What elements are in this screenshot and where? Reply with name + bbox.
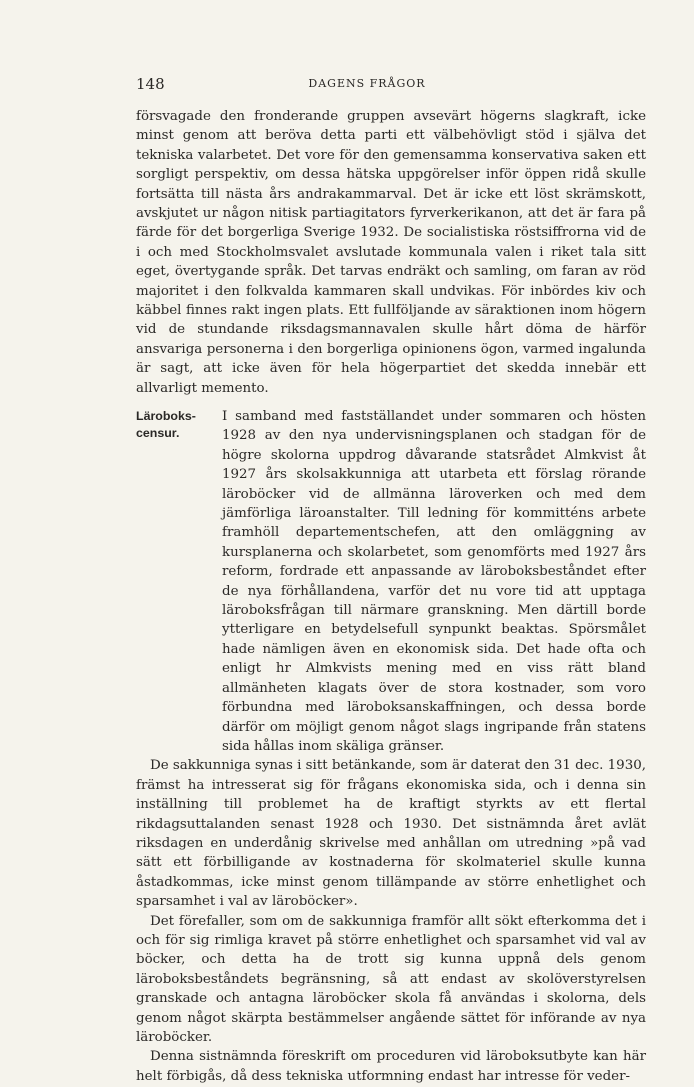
margin-heading-line-1: Läroboks- [136,409,196,423]
section-paragraph-3: Det förefaller, som om de sakkunniga framför allt sökt efterkomma det i och för sig rimliga kravet på större enhetlighet och sparsamhet vid val av böcker, och detta ha de trott sig kunna uppnå dels genom läroboksbeståndets begränsning, så att endast av skolöverstyrelsen granskade och antagna läroböcker skola få användas i skolorna, dels genom något skärpta bestämmelser angående sättet för införande av nya läroböcker. [136,913,646,1045]
section-paragraph-4: Denna sistnämnda föreskrift om proceduren vid läroboksutbyte kan här helt förbigås, då dess tekniska utformning endast har intresse för veder- [136,1049,646,1084]
section-paragraph-1: I samband med fastställandet under sommaren och hösten 1928 av den nya undervisningsplanen och stadgan för de högre skolorna uppdrog dåvarande statsrådet Almkvist åt 1927 års skolsakkunniga att utarbeta ett förslag rörande läroböcker vid de allmänna läroverken och med dem jämförliga läroanstalter. Till ledning för kommitténs arbete framhöll departementschefen, att den omläggning av kursplanerna och skolarbetet, som genomförts med 1927 års reform, fordrade ett anpassande av läroboksbeståndet efter de nya förhållandena, varför det nu vore tid att upptaga läroboksfrågan till närmare granskning. Men därtill borde ytterligare en betydelsefull synpunkt beaktas. Spörsmålet hade nämligen även en ekonomisk sida. Det hade ofta och enligt hr Almkvists mening med en viss rätt bland allmänheten klagats över de stora kostnader, som voro förbundna med läroboksanskaffningen, och dessa borde därför om möjligt genom något slags ingripande från statens sida hållas inom skäliga gränser. [222,409,646,754]
running-title: DAGENS FRÅGOR [308,77,426,90]
page-number: 148 [136,75,165,93]
body-paragraph: försvagade den fronderande gruppen avsevärt högerns slagkraft, icke minst genom att beröva detta parti ett välbehövligt stöd i själva det tekniska valarbetet. Det vore för den gemensamma konservativa saken ett sorgligt perspektiv, om dessa hätska uppgörelser inför öppen ridå skulle fortsätta till nästa års andrakammarval. Det är icke ett löst skrämskott, avskjutet ur någon nitisk partiagitators fyrverkerikanon, att det är fara på färde för det borgerliga Sverige 1932. De socialistiska röstsiffrorna vid de i och med Stockholmsvalet avslutade kommunala valen i riket tala sitt eget, övertygande språk. Det tarvas endräkt och samling, om faran av röd majoritet i den folkvalda kammaren skall undvikas. För inbördes kiv och käbbel finnes rakt ingen plats. Ett fullföljande av säraktionen inom högern vid de stundande riksdagsmannavalen skulle hårt döma de härför ansvariga personerna i den borgerliga opinionens ögon, varmed ingalunda är sagt, att icke även för hela högerpartiet det skedda innebär ett allvarligt memento. [136,109,646,396]
margin-heading-line-2: censur. [136,426,180,441]
section-text [136,407,646,1086]
section-paragraph-2: De sakkunniga synas i sitt betänkande, som är daterat den 31 dec. 1930, främst ha intresserat sig för frågans ekonomiska sida, och i denna sin inställning till problemet ha de kraftigt styrkts av ett flertal rikdagsuttalanden senast 1928 och 1930. Det sistnämnda året avlät riksdagen en underdånig skrivelse med anhållan om utredning »på vad sätt ett förbilligande av kostnaderna för skolmateriel skulle kunna åstadkommas, icke minst genom tillämpande av större enhetlighet och sparsamhet i val av läroböcker». [136,758,646,910]
